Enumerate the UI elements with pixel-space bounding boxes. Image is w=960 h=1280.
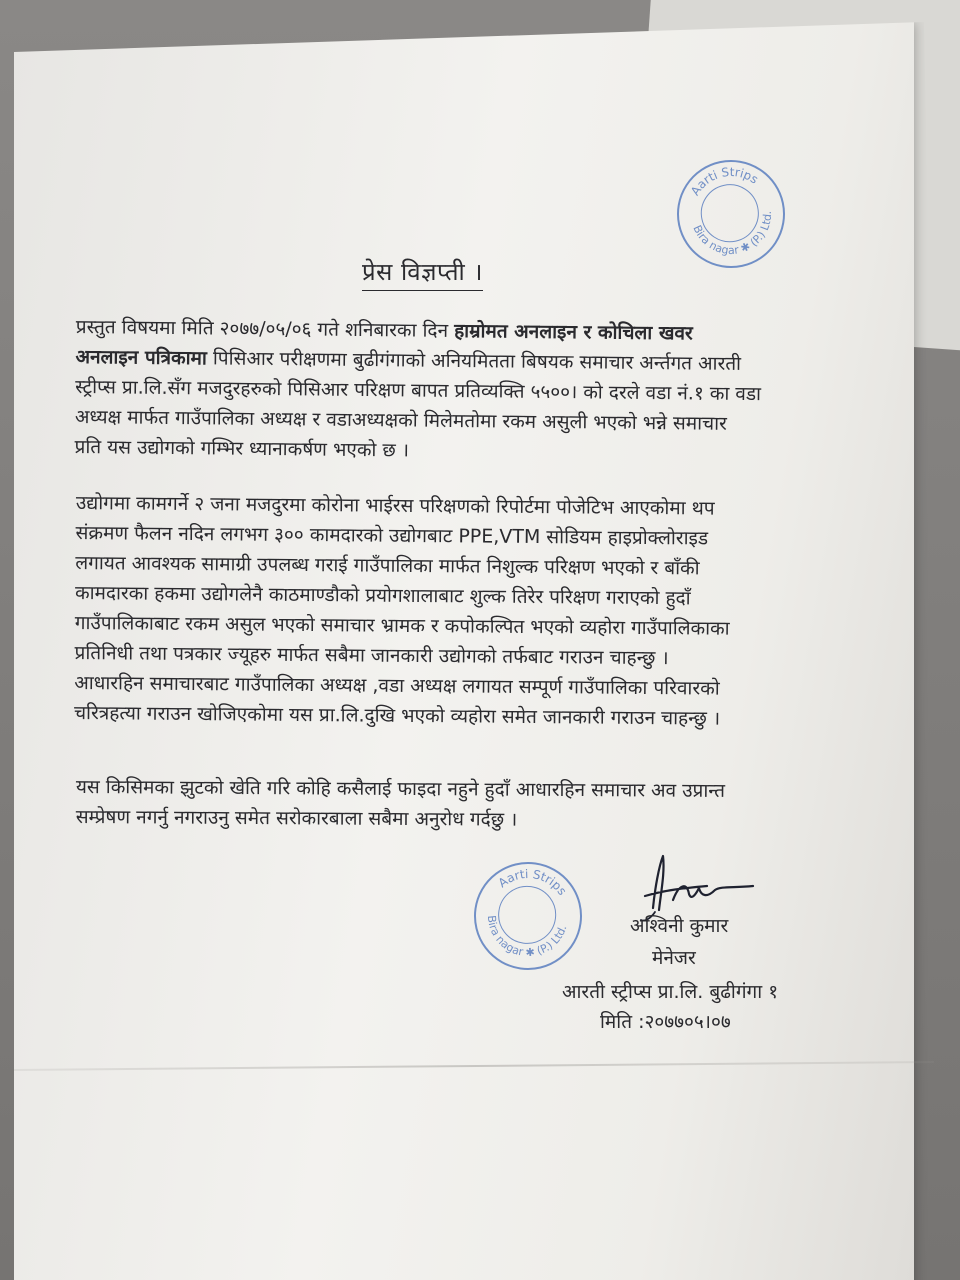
bold-phrase: अनलाइन पत्रिकामा bbox=[75, 345, 207, 370]
paragraph-line: अध्यक्ष मार्फत गाउँपालिका अध्यक्ष र वडाअध्यक्षको मिलेमतोमा रकम असुली भएको भन्ने समाचार bbox=[74, 405, 727, 435]
svg-text:Aarti Strips: Aarti Strips bbox=[495, 866, 570, 898]
paragraph-line: कामदारका हकमा उद्योगलेनै काठमाण्डौको प्रयोगशालाबाट शुल्क तिरेर परिक्षण गराएको हुदाँ bbox=[74, 581, 691, 610]
paragraph-intro bbox=[74, 312, 816, 470]
paragraph-line: यस किसिमका झुटको खेति गरि कोहि कसैलाई फाइदा नहुने हुदाँ आधारहिन समाचार अव उप्रान्त bbox=[75, 775, 726, 802]
stamp-seal-lettering bbox=[469, 857, 586, 974]
company-stamp-bottom bbox=[467, 855, 589, 977]
signatory-date: मिति :२०७७०५।०७ bbox=[600, 1011, 731, 1033]
svg-text:Bira nagar ✱ (P.) Ltd.: Bira nagar ✱ (P.) Ltd. bbox=[690, 210, 775, 258]
line-text: पिसिआर परीक्षणमा बुढीगंगाको अनियमितता बिषयक समाचार अर्न्तगत आरती bbox=[206, 347, 742, 375]
paragraph-line: प्रतिनिधी तथा पत्रकार ज्यूहरु मार्फत सबैमा जानकारी उद्योगको तर्फबाट गराउन चाहन्छु । bbox=[74, 641, 669, 670]
company-stamp-top bbox=[667, 150, 795, 278]
paragraph-line: सम्प्रेषण नगर्नु नगराउनु समेत सरोकारबाला सबैमा अनुरोध गर्दछु । bbox=[75, 805, 518, 831]
stamp-seal-lettering bbox=[669, 152, 792, 275]
bold-phrase: हाम्रोमत अनलाइन र कोचिला खवर bbox=[454, 319, 693, 345]
paragraph-body bbox=[74, 488, 816, 734]
svg-text:Aarti Strips: Aarti Strips bbox=[687, 164, 761, 199]
signatory-role: मेनेजर bbox=[652, 947, 696, 969]
paragraph-line: उद्योगमा कामगर्ने २ जना मजदुरमा कोरोना भाईरस परिक्षणको रिपोर्टमा पोजेटिभ आएकोमा थप bbox=[75, 491, 715, 520]
svg-text:Bira nagar ✱ (P.) Ltd.: Bira nagar ✱ (P.) Ltd. bbox=[484, 914, 570, 960]
paragraph-line: चरित्रहत्या गराउन खोजिएकोमा यस प्रा.लि.दुखि भएको व्यहोरा समेत जानकारी गराउन चाहन्छु । bbox=[73, 701, 721, 730]
paragraph-line: लगायत आवश्यक सामाग्री उपलब्ध गराई गाउँपालिका मार्फत निशुल्क परिक्षण भएको र बाँकी bbox=[75, 551, 700, 580]
paragraph-line: प्रति यस उद्योगको गम्भिर ध्यानाकर्षण भएको छ । bbox=[74, 435, 410, 462]
paragraph-line: आधारहिन समाचारबाट गाउँपालिका अध्यक्ष ,वडा अध्यक्ष लगायत सम्पूर्ण गाउँपालिका परिवारको bbox=[74, 671, 720, 700]
signatory-name: अश्विनी कुमार bbox=[630, 915, 729, 937]
line-text: प्रस्तुत विषयमा मिति २०७७/०५/०६ गते शनिबारका दिन bbox=[75, 315, 455, 342]
paragraph-request bbox=[76, 772, 816, 837]
signatory-company: आरती स्ट्रीप्स प्रा.लि. बुढीगंगा १ bbox=[562, 981, 779, 1003]
page-title: प्रेस विज्ञप्ती । bbox=[362, 255, 483, 291]
paragraph-line: संक्रमण फैलन नदिन लगभग ३०० कामदारको उद्योगबाट PPE,VTM सोडियम हाइप्रोक्लोराइड bbox=[75, 521, 709, 550]
paragraph-line: गाउँपालिकाबाट रकम असुल भएको समाचार भ्रामक र कपोकल्पित भएको व्यहोरा गाउँपालिकाका bbox=[74, 611, 730, 640]
paragraph-line: स्ट्रीप्स प्रा.लि.सँग मजदुरहरुको पिसिआर परिक्षण बापत प्रतिव्यक्ति ५५००। को दरले वडा नं.१ का वडा bbox=[75, 375, 762, 406]
